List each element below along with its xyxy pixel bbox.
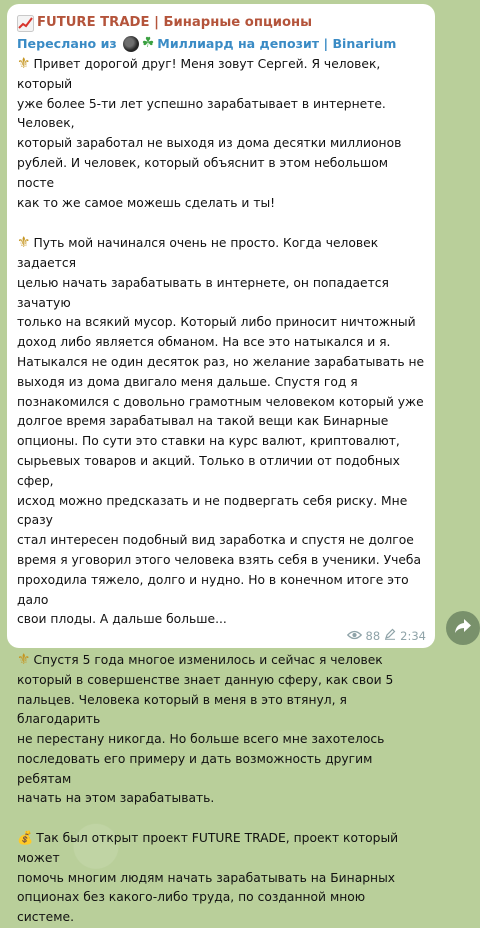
forwarded-from[interactable]	[17, 33, 425, 54]
paragraph-now: ⚜ Спустя 5 года многое изменилось и сейчас я человек который в совершенстве знает данную сферу, как свои 5 пальцев. Человека который в меня в это втянул, я благодарить не перестану никогда. Но больше всего мне захотелось последовать его примеру и дать возможность другим ребятам начать на этом зарабатывать.	[17, 649, 394, 806]
source-avatar[interactable]	[123, 36, 139, 52]
chart-increasing-icon	[17, 15, 34, 32]
message-time: 2:34	[400, 628, 426, 643]
eye-icon	[347, 629, 362, 643]
forwarded-label: Переслано из	[17, 36, 117, 51]
message-meta	[347, 628, 426, 643]
four-leaf-clover-icon: ☘	[141, 35, 155, 51]
view-count: 88	[365, 628, 381, 643]
paragraph-intro: ⚜ Привет дорогой друг! Меня зовут Сергей. Я человек, который уже более 5-ти лет успешно зарабатывает в интернете. Человек, который заработал не выходя из дома десятки миллионов рублей. И человек, который объяснит в этом небольшом посте как то же самое можешь сделать и ты!	[17, 54, 402, 210]
signed-pen-icon	[384, 628, 396, 643]
message-text	[17, 54, 425, 928]
channel-title[interactable]: FUTURE TRADE | Бинарные опционы	[37, 15, 313, 30]
share-forward-button[interactable]	[446, 611, 480, 645]
forward-arrow-icon	[454, 618, 472, 638]
fleur-de-lis-icon: ⚜	[17, 233, 31, 252]
forwarded-source-link[interactable]: Миллиард на депозит | Binarium	[157, 36, 397, 51]
paragraph-project: 💰 Так был открыт проект FUTURE TRADE, проект который может помочь многим людям начать зарабатывать на Бинарных опционах без какого-либо труда, по созданной мною системе.	[17, 831, 399, 925]
paragraph-path: ⚜ Путь мой начинался очень не просто. Когда человек задается целью начать зарабатывать в интернете, он попадается зачатую только на всякий мусор. Который либо приносит ничтожный доход либо является обманом. На все это натыкался и я. Натыкался не один десяток раз, но желание зарабатывать не выходя из дома двигало меня дальше. Спустя год я познакомился с довольно грамотным человеком который уже долгое время зарабатывал на такой вещи как Бинарные опционы. По сути это ставки на курс валют, криптовалют, сырьевых товаров и акций. Только в отличии от подобных сфер, исход можно предсказать и не подвергать себя риску. Мне сразу стал интересен подобный вид заработка и спустя не долгое время я уговорил этого человека взять себя в ученики. Учеба проходила тяжело, долго и нудно. Но в конечном итоге это дало свои плоды. А дальше больше...	[17, 233, 425, 627]
channel-header[interactable]	[17, 13, 425, 33]
money-bag-icon: 💰	[17, 831, 34, 847]
message-bubble	[7, 4, 435, 925]
fleur-de-lis-icon: ⚜	[17, 54, 31, 72]
fleur-de-lis-icon: ⚜	[17, 649, 31, 668]
